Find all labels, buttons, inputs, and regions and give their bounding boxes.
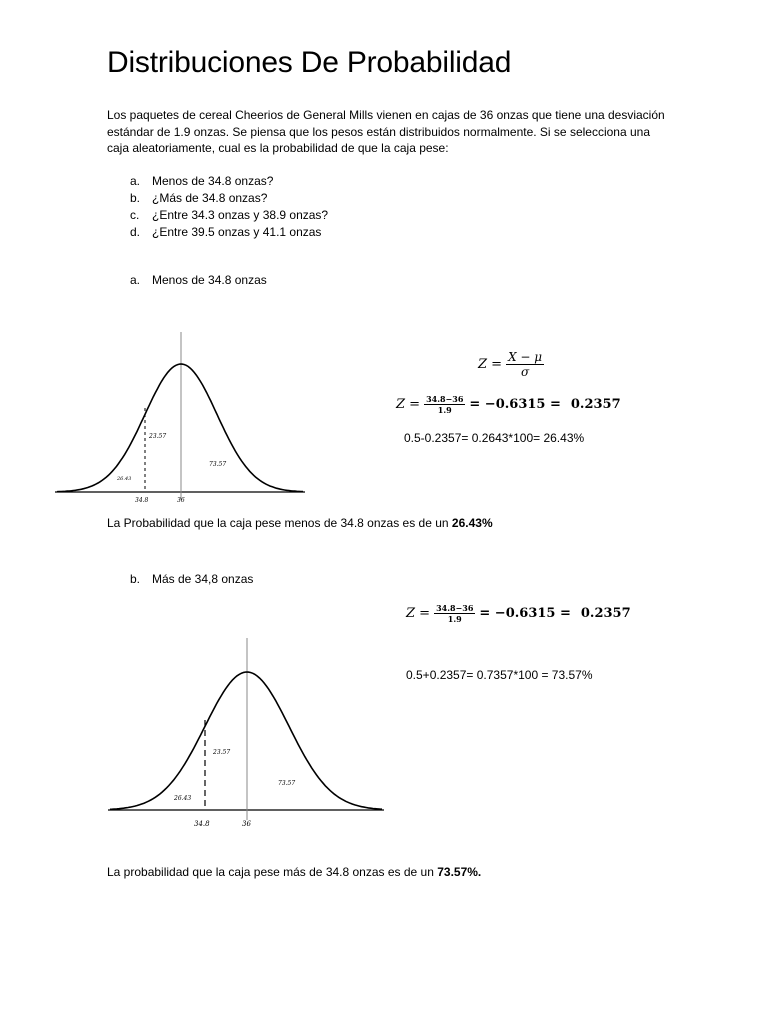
question-text: Menos de 34.8 onzas? (152, 174, 274, 188)
z-value-b: = −0.6315 = (479, 606, 571, 621)
left-area-label-b: 26.43 (174, 795, 192, 802)
question-marker: b. (130, 191, 141, 205)
question-item (130, 207, 328, 224)
question-text: ¿Entre 39.5 onzas y 41.1 onzas (152, 225, 322, 239)
conclusion-a (107, 516, 493, 530)
question-text: ¿Entre 34.3 onzas y 38.9 onzas? (152, 208, 329, 222)
right-area-label-a: 73.57 (209, 461, 227, 468)
question-item (130, 190, 328, 207)
middle-area-label-a: 23.57 (149, 433, 167, 440)
z-value-a: = −0.6315 = (469, 397, 561, 412)
bell-curve-b (110, 672, 382, 809)
z-formula-numerator: X − μ (508, 350, 543, 364)
z-formula-lhs: Z = (478, 357, 503, 372)
z-formula-fraction (506, 350, 544, 379)
normal-curve-b (108, 636, 384, 832)
page-title: Distribuciones De Probabilidad (107, 46, 512, 79)
question-item (130, 173, 328, 190)
question-text: ¿Más de 34.8 onzas? (152, 191, 268, 205)
calculation-a: 0.5-0.2357= 0.2643*100= 26.43% (404, 431, 585, 445)
z-formula (478, 350, 548, 379)
x-tick-left-b: 34.8 (194, 820, 210, 828)
z-fraction-a (424, 394, 465, 415)
question-list (130, 173, 328, 241)
part-b-heading-text: Más de 34,8 onzas (152, 572, 254, 586)
z-numerator-a: 34.8−36 (426, 394, 464, 404)
x-tick-mean-b: 36 (242, 820, 251, 828)
question-marker: c. (130, 208, 140, 222)
z-value-line-b (406, 603, 631, 624)
middle-area-label-b: 23.57 (213, 749, 231, 756)
conclusion-a-text: La Probabilidad que la caja pese menos de 34.8 onzas es de un (107, 516, 452, 530)
calculation-b: 0.5+0.2357= 0.7357*100 = 73.57% (406, 668, 593, 682)
bell-curve-a (57, 364, 303, 492)
x-tick-left-a: 34.8 (135, 497, 149, 504)
question-item (130, 224, 328, 241)
left-area-label-a: 26.43 (117, 476, 132, 482)
z-formula-denominator: σ (520, 365, 530, 379)
part-a-heading-text: Menos de 34.8 onzas (152, 273, 267, 287)
z-area-a: 0.2357 (570, 397, 621, 412)
z-lhs-a: Z = (396, 397, 421, 412)
conclusion-b (107, 865, 481, 879)
z-numerator-b: 34.8−36 (436, 603, 474, 613)
conclusion-a-value: 26.43% (451, 516, 493, 530)
normal-curve-a (55, 330, 305, 510)
z-value-line-a (396, 394, 621, 415)
problem-statement: Los paquetes de cereal Cheerios de General Mills vienen en cajas de 36 onzas que tiene una desviación estándar de 1.9 onzas. Se piensa que los pesos están distribuidos normalmente. Si se selecciona una caja aleatoriamente, cual es la probabilidad de que la caja pese: (107, 108, 665, 155)
x-tick-mean-a: 36 (177, 497, 185, 504)
question-marker: d. (130, 225, 141, 239)
part-a-marker: a. (130, 273, 141, 287)
z-lhs-b: Z = (406, 606, 431, 621)
part-b-marker: b. (130, 572, 141, 586)
conclusion-b-text: La probabilidad que la caja pese más de 34.8 onzas es de un (107, 865, 438, 879)
question-marker: a. (130, 174, 141, 188)
z-denominator-a: 1.9 (437, 405, 452, 415)
conclusion-b-value: 73.57%. (437, 865, 482, 879)
z-fraction-b (434, 603, 475, 624)
z-denominator-b: 1.9 (447, 614, 462, 624)
z-area-b: 0.2357 (580, 606, 631, 621)
right-area-label-b: 73.57 (278, 780, 296, 787)
